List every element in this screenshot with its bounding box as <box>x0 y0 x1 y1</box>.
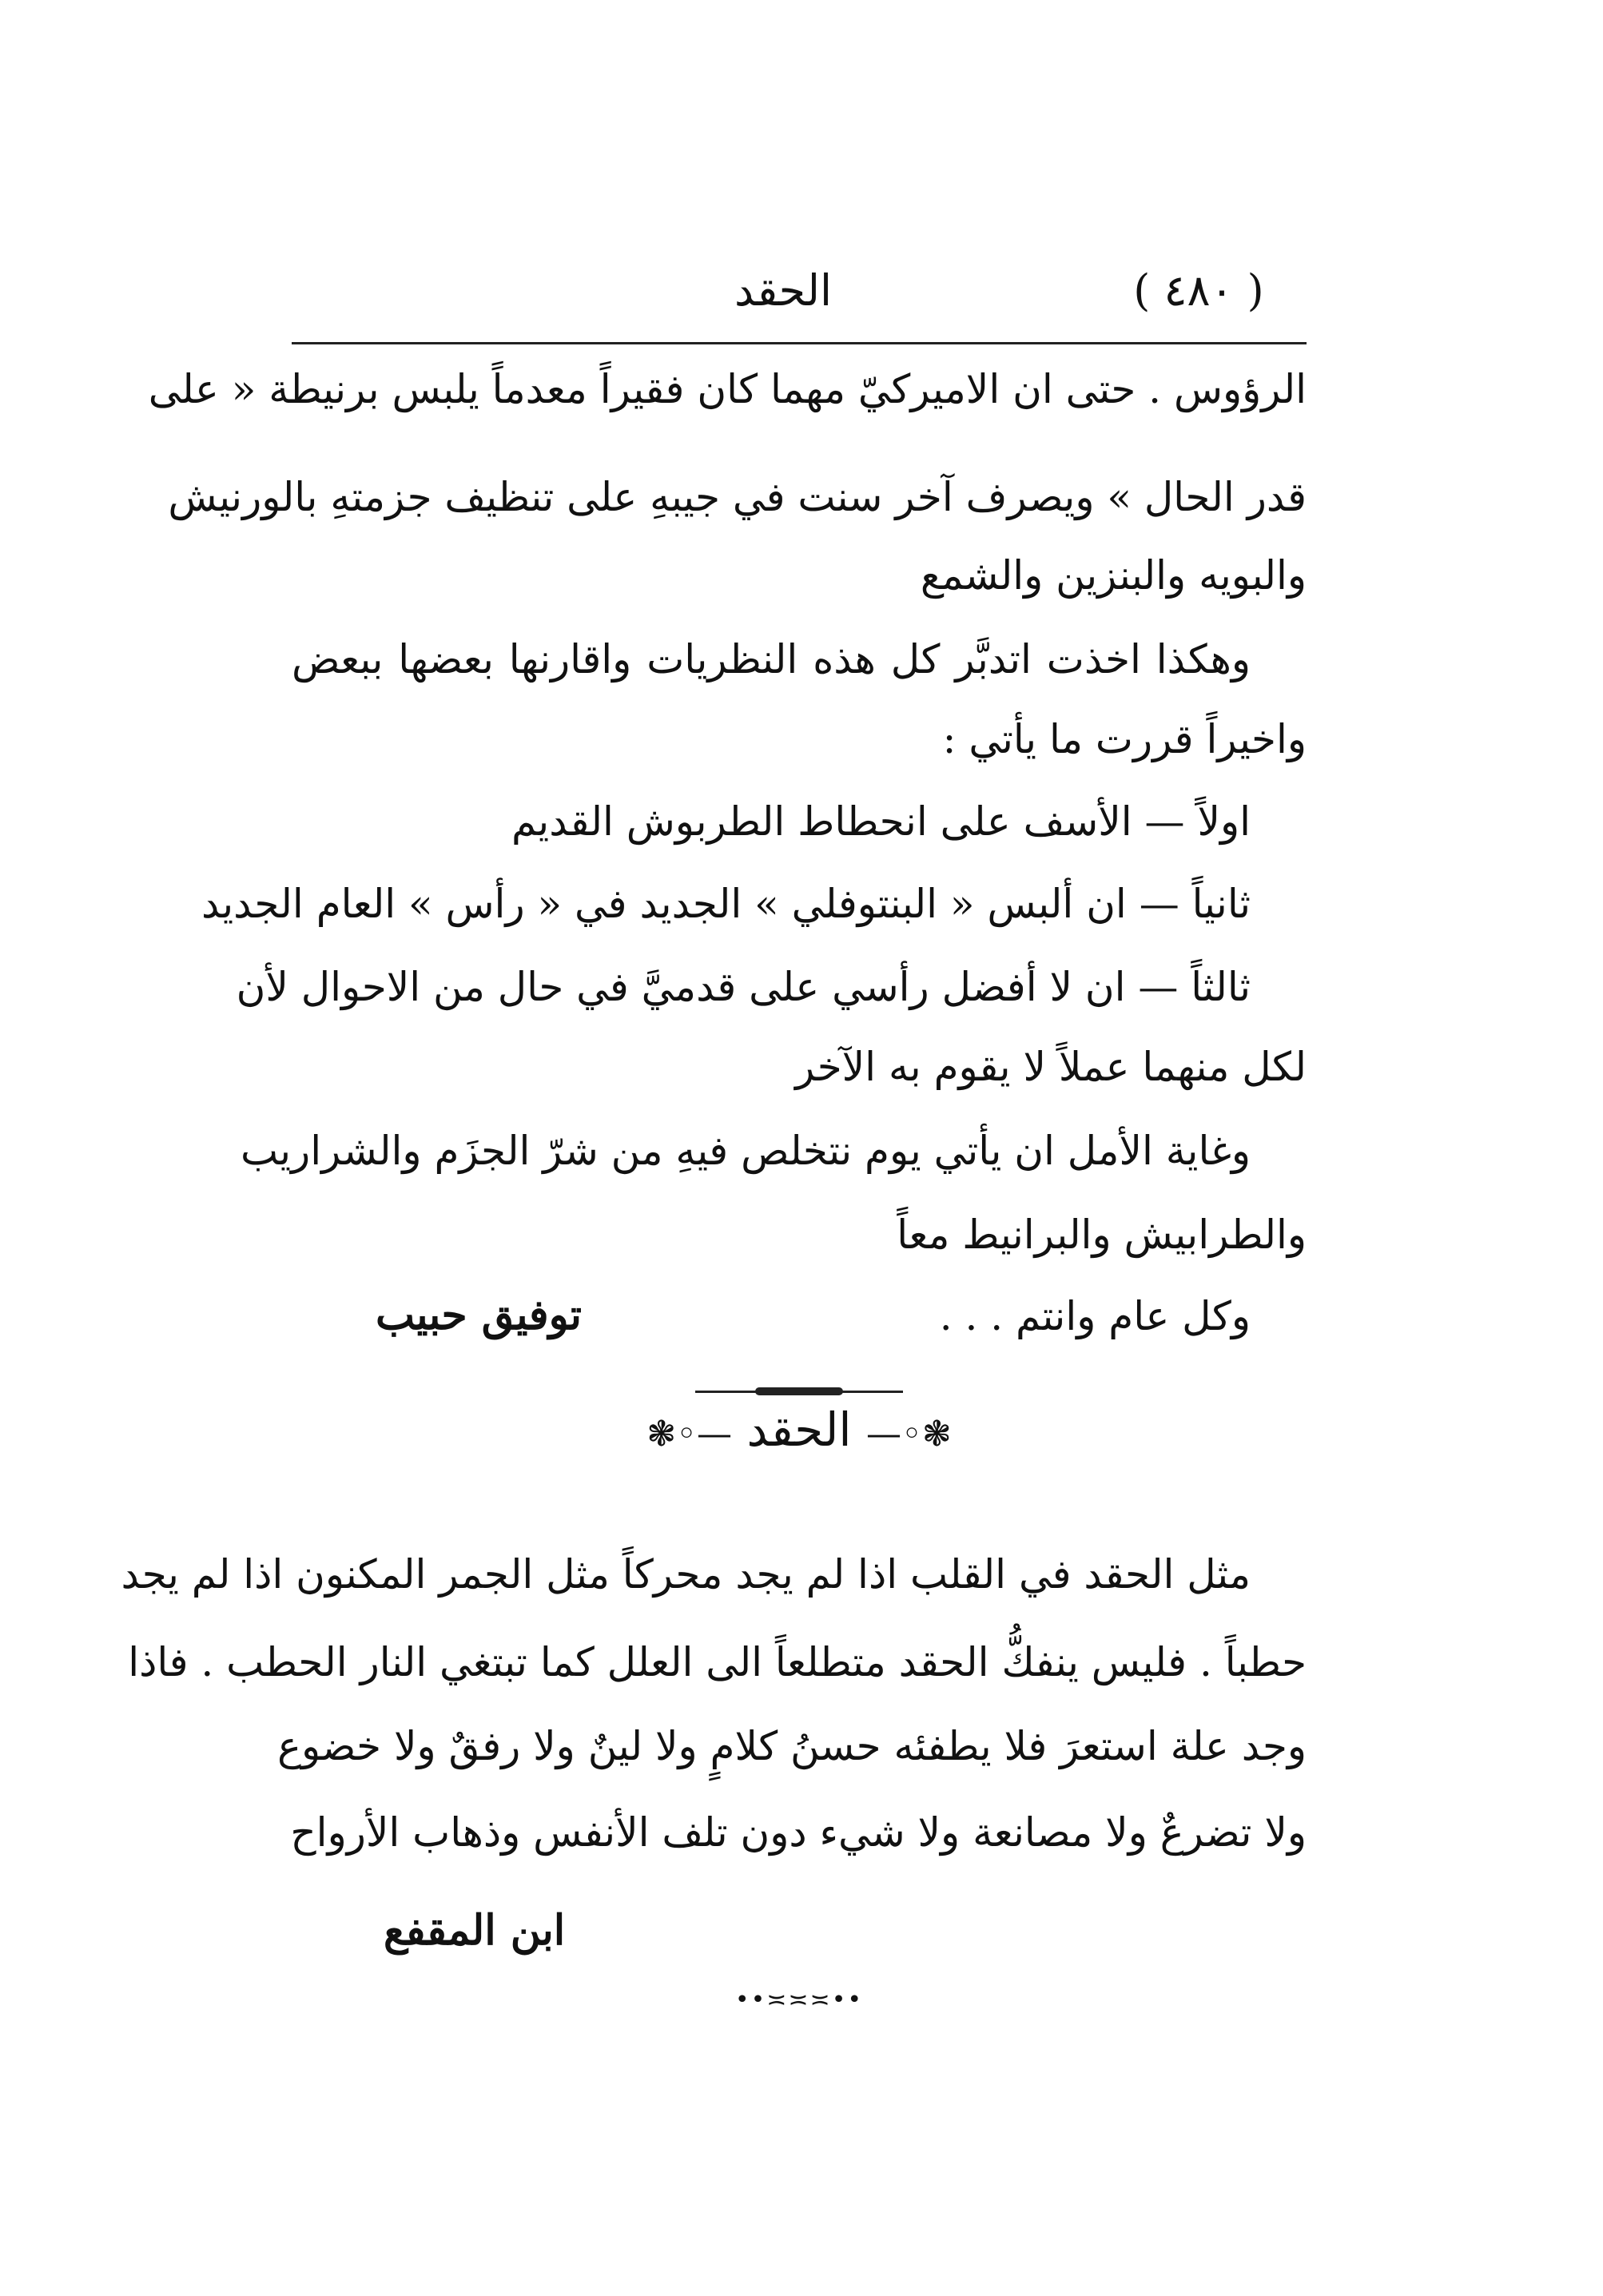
article1-line-8: ثالثاً — ان لا أفضل رأسي على قدميَّ في حال من الاحوال لأن <box>236 964 1251 1010</box>
article1-line-6: اولاً — الأسف على انحطاط الطربوش القديم <box>511 798 1251 845</box>
header-rule <box>292 342 1307 344</box>
article1-line-9: لكل منهما عملاً لا يقوم به الآخر <box>795 1044 1307 1090</box>
article1-line-10: وغاية الأمل ان يأتي يوم نتخلص فيهِ من شرّ الجزَم والشراريب <box>241 1128 1251 1174</box>
article2-line-1: مثل الحقد في القلب اذا لم يجد محركاً مثل الجمر المكنون اذا لم يجد <box>121 1551 1251 1598</box>
article1-line-7: ثانياً — ان ألبس « البنتوفلي » الجديد في « رأس » العام الجديد <box>201 881 1251 927</box>
article1-signature: توفيق حبيب <box>376 1291 582 1339</box>
article2-title: الحقد <box>746 1403 852 1457</box>
separator-ornament <box>755 1387 843 1395</box>
page-number: ( ٤٨٠ ) <box>1133 265 1264 316</box>
running-header-title: الحقد <box>734 265 832 316</box>
footer-ornament: ••≍≍≍•• <box>734 1986 864 2014</box>
title-ornament-right: ❃◦— <box>865 1414 952 1454</box>
article1-line-12: وكل عام وانتم . . . <box>939 1293 1251 1339</box>
article1-line-5: واخيراً قررت ما يأتي : <box>942 716 1307 762</box>
article1-line-11: والطرابيش والبرانيط معاً <box>897 1212 1307 1258</box>
article2-title-block <box>607 1403 991 1457</box>
article1-line-4: وهكذا اخذت اتدبَّر كل هذه النظريات واقارنها بعضها ببعض <box>292 636 1251 682</box>
article2-line-2: حطباً . فليس ينفكُّ الحقد متطلعاً الى العلل كما تبتغي النار الحطب . فاذا <box>128 1639 1307 1685</box>
article2-line-4: ولا تضرعٌ ولا مصانعة ولا شيء دون تلف الأنفس وذهاب الأرواح <box>290 1809 1307 1856</box>
article1-line-2: قدر الحال » ويصرف آخر سنت في جيبهِ على تنظيف جزمتهِ بالورنيش <box>168 474 1307 520</box>
article1-line-3: والبويه والبنزين والشمع <box>920 552 1307 599</box>
title-ornament-left: —◦❃ <box>646 1414 733 1454</box>
article2-signature: ابن المقفع <box>384 1906 566 1955</box>
article1-line-1: الرؤوس . حتى ان الاميركيّ مهما كان فقيراً معدماً يلبس برنيطة « على <box>148 366 1307 412</box>
article2-line-3: وجد علة استعرَ فلا يطفئه حسنُ كلامٍ ولا لينٌ ولا رفقٌ ولا خضوع <box>277 1723 1307 1769</box>
